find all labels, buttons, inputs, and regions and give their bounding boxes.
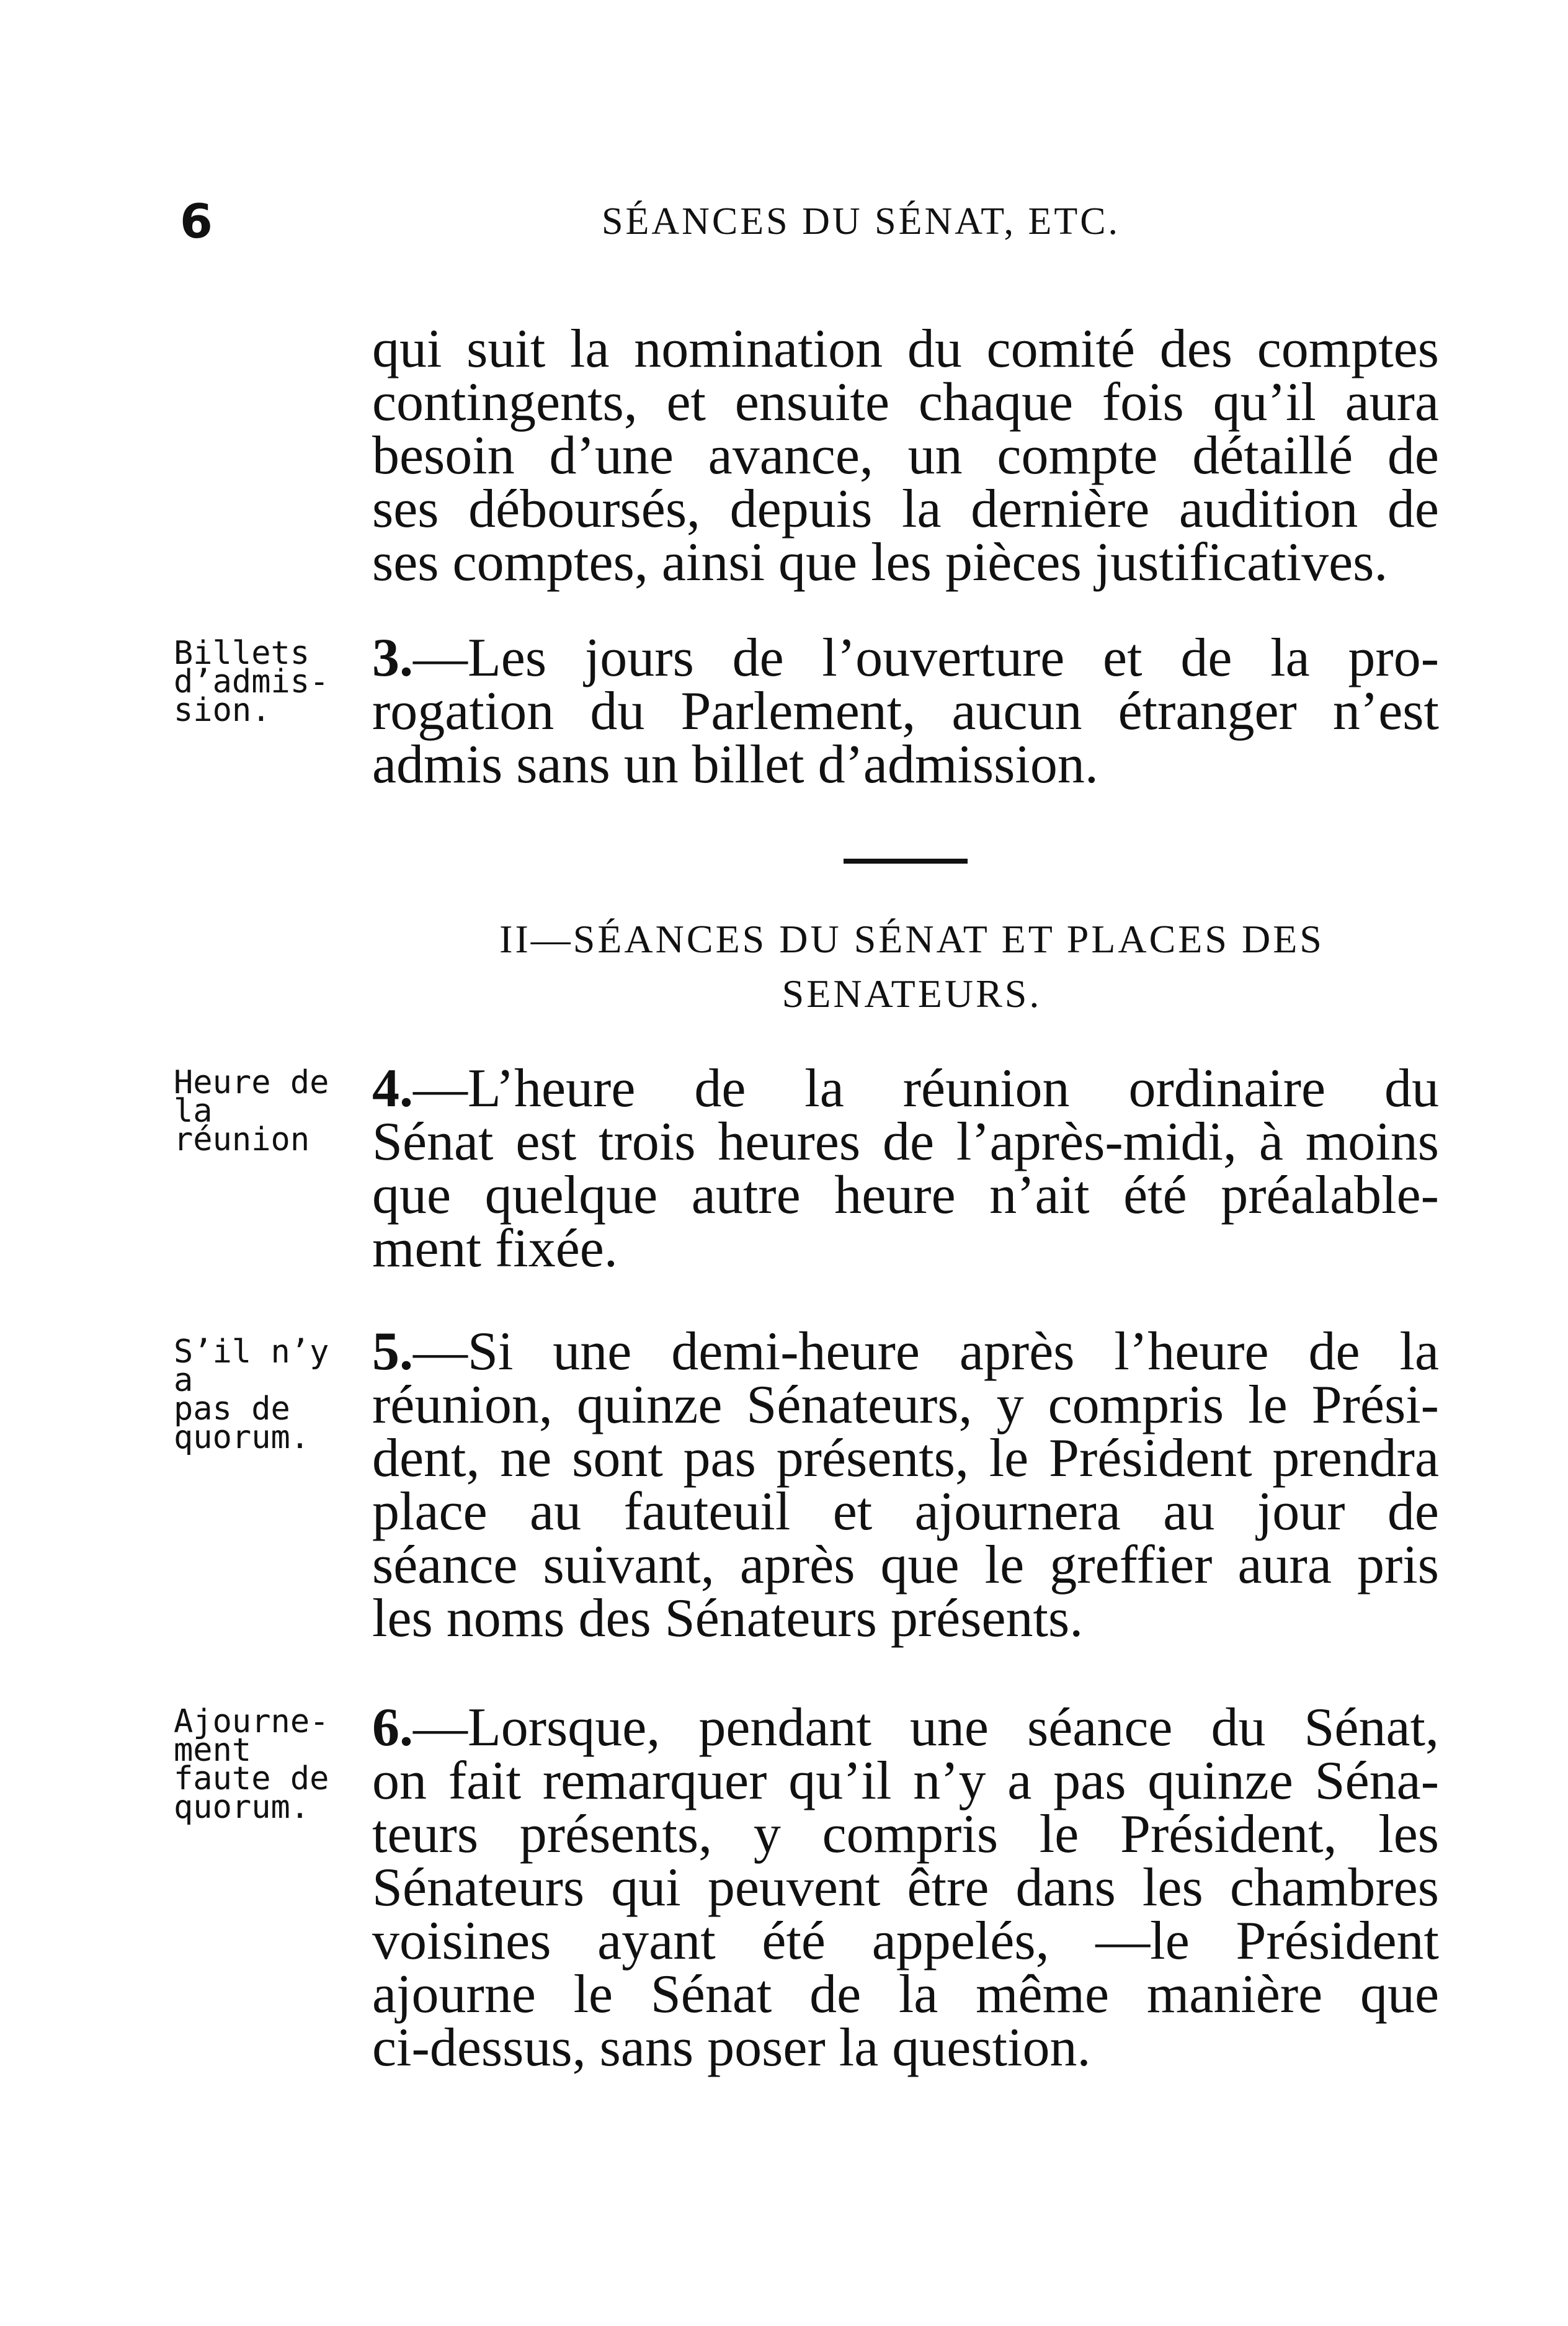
margin-note-ajournement: Ajourne- ment faute de quorum. <box>174 1703 329 1826</box>
text-line: ment fixée. <box>372 1219 618 1279</box>
margin-note-quorum: S’il n’y a pas de quorum. <box>174 1333 329 1456</box>
text-line: teurs présents, y compris le Président, les <box>372 1804 1439 1864</box>
text-line-rest: —Si une demi-heure après l’heure de la <box>413 1322 1439 1382</box>
article-number: 5. <box>372 1322 413 1382</box>
article-3 <box>372 628 1439 795</box>
text-line: ses déboursés, depuis la dernière audition de <box>372 479 1439 539</box>
text-line: voisines ayant été appelés, —le Président <box>372 1911 1439 1971</box>
text-line-rest: —Lorsque, pendant une séance du Sénat, <box>413 1698 1439 1758</box>
article-number: 4. <box>372 1058 413 1119</box>
paragraph-continuation <box>372 319 1439 593</box>
article-number: 3. <box>372 628 413 688</box>
text-line <box>372 1058 1439 1119</box>
page-number: 6 <box>180 194 213 249</box>
text-line <box>372 1322 1439 1382</box>
text-line: ci-dessus, sans poser la question. <box>372 2018 1091 2078</box>
text-line: dent, ne sont pas présents, le Président prendra <box>372 1428 1439 1488</box>
section-title-line: II—SÉANCES DU SÉNAT ET PLACES DES <box>499 917 1324 961</box>
text-line: réunion, quinze Sénateurs, y compris le Prési- <box>372 1375 1439 1435</box>
text-line: rogation du Parlement, aucun étranger n’est <box>372 681 1439 741</box>
section-title-line: SENATEURS. <box>782 972 1042 1016</box>
text-line: on fait remarquer qu’il n’y a pas quinze Séna- <box>372 1751 1439 1811</box>
text-line: ses comptes, ainsi que les pièces justificatives. <box>372 532 1388 593</box>
text-line: ajourne le Sénat de la même manière que <box>372 1964 1439 2024</box>
text-line: admis sans un billet d’admission. <box>372 735 1098 795</box>
page-header <box>180 194 1396 256</box>
margin-note-billets: Billets d’admis- sion. <box>174 635 329 729</box>
text-line: besoin d’une avance, un compte détaillé de <box>372 426 1439 486</box>
text-line: place au fauteuil et ajournera au jour de <box>372 1482 1439 1542</box>
text-line: Sénat est trois heures de l’après-midi, à moins <box>372 1112 1439 1172</box>
article-number: 6. <box>372 1698 413 1758</box>
section-divider <box>844 859 968 864</box>
article-5 <box>372 1322 1439 1648</box>
text-line: qui suit la nomination du comité des comptes <box>372 319 1439 379</box>
text-line <box>372 628 1439 688</box>
text-line <box>372 1698 1439 1758</box>
section-title <box>434 912 1389 1021</box>
text-line: les noms des Sénateurs présents. <box>372 1588 1084 1648</box>
text-line-rest: —L’heure de la réunion ordinaire du <box>413 1058 1439 1119</box>
article-4 <box>372 1058 1439 1279</box>
margin-note-heure: Heure de la réunion <box>174 1064 329 1158</box>
text-line-rest: —Les jours de l’ouverture et de la pro- <box>413 628 1439 688</box>
text-line: que quelque autre heure n’ait été préalable- <box>372 1165 1439 1225</box>
text-line: séance suivant, après que le greffier aura pris <box>372 1535 1439 1595</box>
running-head: SÉANCES DU SÉNAT, ETC. <box>602 200 1121 243</box>
text-line: Sénateurs qui peuvent être dans les chambres <box>372 1858 1439 1918</box>
article-6 <box>372 1698 1439 2078</box>
text-line: contingents, et ensuite chaque fois qu’il aura <box>372 372 1439 432</box>
